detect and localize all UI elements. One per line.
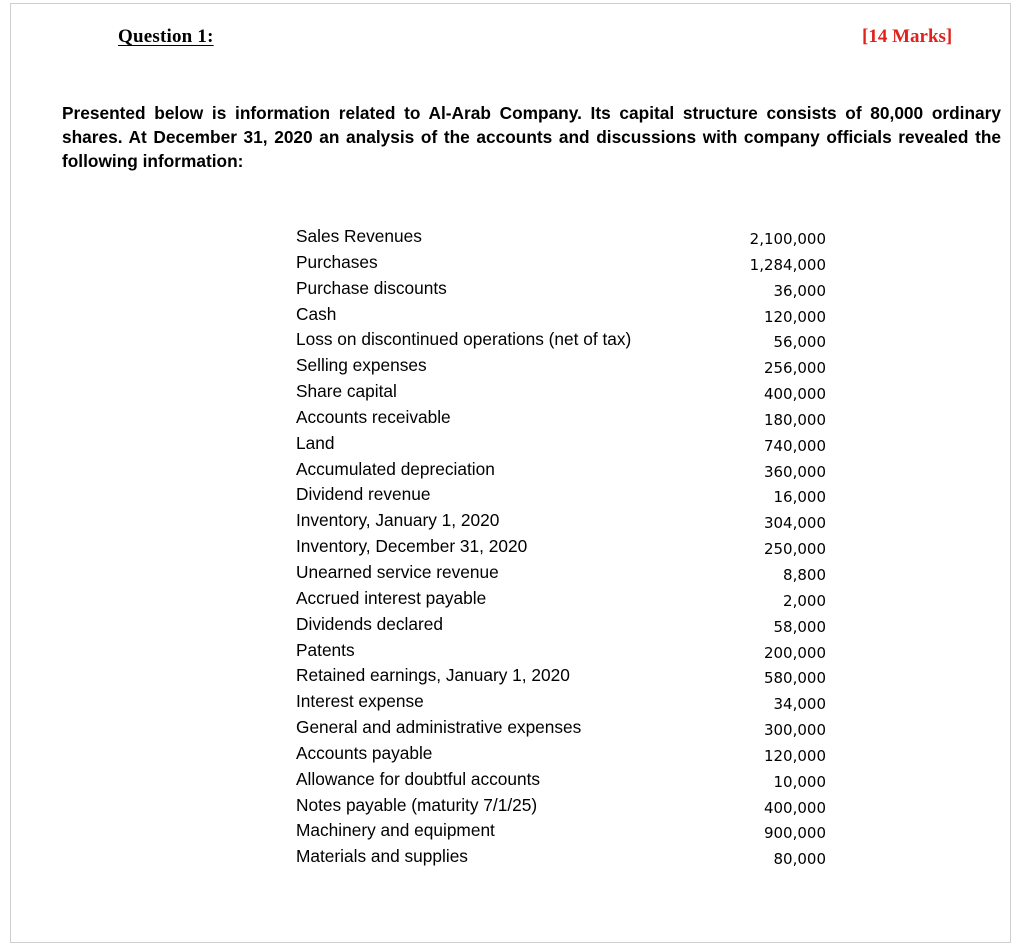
account-amount: 200,000 xyxy=(763,643,826,662)
account-amount: 56,000 xyxy=(773,333,826,352)
account-amount: 180,000 xyxy=(763,410,826,429)
account-name: Purchases xyxy=(296,251,378,272)
account-name: General and administrative expenses xyxy=(296,717,582,738)
account-name: Inventory, December 31, 2020 xyxy=(296,536,528,557)
account-row xyxy=(296,845,826,871)
account-name: Allowance for doubtful accounts xyxy=(296,768,541,789)
intro-paragraph: Presented below is information related to Al-Arab Company. Its capital structure consists of 80,000 ordinary shares. At December 31, 2020 an analysis of the accounts and discussions with company officials revealed the following information: xyxy=(62,103,1001,171)
account-name: Accounts receivable xyxy=(296,406,451,427)
account-amount: 2,100,000 xyxy=(749,230,826,248)
account-amount: 400,000 xyxy=(763,798,826,817)
account-row xyxy=(296,587,826,613)
account-amount: 304,000 xyxy=(763,514,826,533)
account-amount: 10,000 xyxy=(773,772,826,791)
account-row xyxy=(296,690,826,716)
account-amount: 58,000 xyxy=(773,617,826,636)
account-name: Land xyxy=(296,432,335,453)
account-row xyxy=(296,483,826,509)
account-name: Dividends declared xyxy=(296,613,443,634)
account-name: Notes payable (maturity 7/1/25) xyxy=(296,794,538,815)
account-amount: 16,000 xyxy=(773,488,826,507)
account-amount: 740,000 xyxy=(763,436,826,455)
account-name: Unearned service revenue xyxy=(296,561,499,582)
account-name: Purchase discounts xyxy=(296,277,447,298)
account-amount: 250,000 xyxy=(763,540,826,559)
account-row xyxy=(296,768,826,794)
account-row xyxy=(296,354,826,380)
account-row xyxy=(296,303,826,329)
account-row xyxy=(296,535,826,561)
account-row xyxy=(296,406,826,432)
account-name: Retained earnings, January 1, 2020 xyxy=(296,665,570,686)
account-amount: 900,000 xyxy=(763,824,826,843)
account-amount: 120,000 xyxy=(763,307,826,326)
account-amount: 34,000 xyxy=(773,695,826,714)
account-name: Interest expense xyxy=(296,691,424,712)
account-name: Dividend revenue xyxy=(296,484,431,505)
account-row xyxy=(296,639,826,665)
account-row xyxy=(296,225,826,251)
account-row xyxy=(296,716,826,742)
account-name: Inventory, January 1, 2020 xyxy=(296,510,500,531)
account-name: Loss on discontinued operations (net of tax) xyxy=(296,329,632,350)
account-amount: 580,000 xyxy=(763,669,826,688)
account-row xyxy=(296,664,826,690)
account-amount: 360,000 xyxy=(763,462,826,481)
account-row xyxy=(296,251,826,277)
account-name: Share capital xyxy=(296,381,397,402)
account-row xyxy=(296,380,826,406)
account-name: Materials and supplies xyxy=(296,846,468,867)
account-row xyxy=(296,819,826,845)
accounts-list xyxy=(296,225,826,871)
account-amount: 80,000 xyxy=(773,850,826,869)
account-amount: 36,000 xyxy=(773,281,826,300)
account-row xyxy=(296,613,826,639)
account-name: Accumulated depreciation xyxy=(296,458,495,479)
question-title: Question 1: xyxy=(118,26,214,47)
account-amount: 1,284,000 xyxy=(749,255,826,274)
account-amount: 2,000 xyxy=(783,591,826,610)
marks-label: [14 Marks] xyxy=(862,26,953,47)
account-row xyxy=(296,794,826,820)
account-amount: 8,800 xyxy=(783,565,826,584)
account-row xyxy=(296,277,826,303)
account-row xyxy=(296,458,826,484)
account-row xyxy=(296,561,826,587)
account-name: Sales Revenues xyxy=(296,226,422,246)
account-amount: 256,000 xyxy=(763,359,826,378)
account-name: Accrued interest payable xyxy=(296,587,487,608)
account-amount: 400,000 xyxy=(763,385,826,404)
account-row xyxy=(296,328,826,354)
account-name: Patents xyxy=(296,639,355,660)
account-name: Cash xyxy=(296,303,337,324)
account-row xyxy=(296,742,826,768)
account-row xyxy=(296,432,826,458)
account-amount: 300,000 xyxy=(763,721,826,740)
account-row xyxy=(296,509,826,535)
account-name: Selling expenses xyxy=(296,355,427,376)
account-name: Accounts payable xyxy=(296,742,433,763)
account-amount: 120,000 xyxy=(763,746,826,765)
account-name: Machinery and equipment xyxy=(296,820,495,841)
